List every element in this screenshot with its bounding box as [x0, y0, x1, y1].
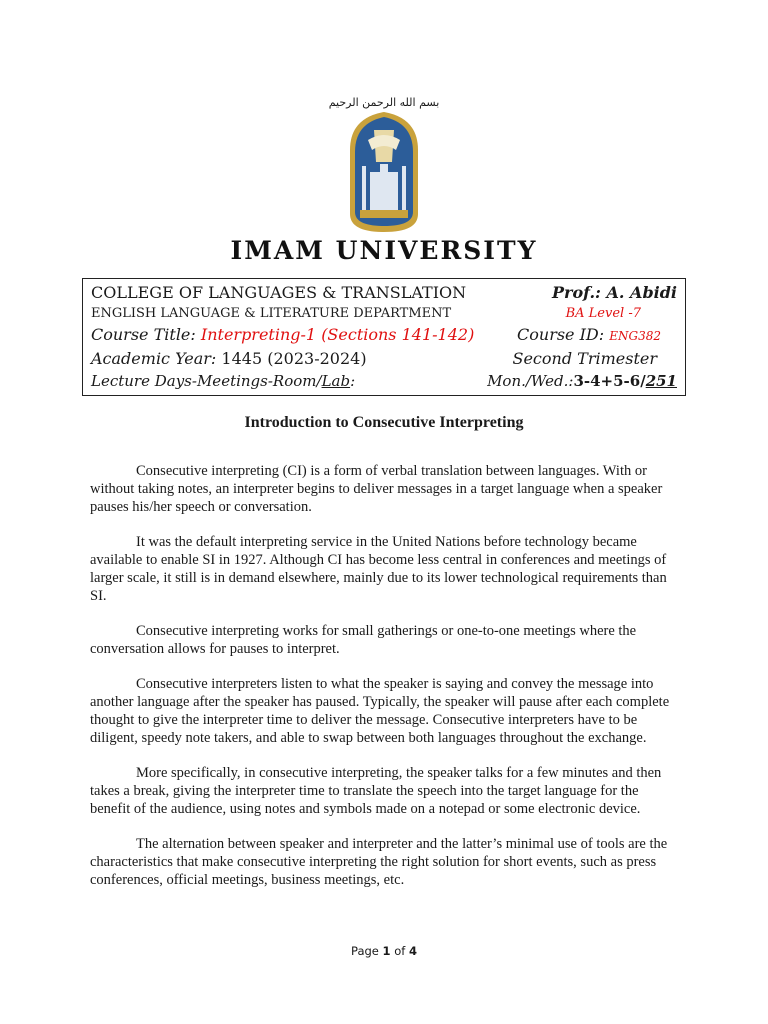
page-word: Page [351, 944, 379, 958]
lecture-label-colon: : [350, 372, 356, 390]
days-value: 3-4+5-6/ [573, 372, 646, 390]
course-title-label: Course Title: [91, 325, 196, 344]
bismillah-text: بسم الله الرحمن الرحيم [328, 96, 440, 109]
course-id-value: ENG382 [609, 329, 661, 343]
paragraph: More specifically, in consecutive interpreting, the speaker talks for a few minutes and then takes a break, giving the interpreter time to translate the speech into the target language for the benefit of the audience, using notes and symbols made on a notepad or some electronic device. [90, 765, 662, 817]
paragraph: The alternation between speaker and interpreter and the latter’s minimal use of tools are the characteristics that make consecutive interpreting the right solution for short events, such as press conferences, official meetings, business meetings, etc. [90, 836, 668, 888]
lecture-label-lab: Lab [321, 372, 351, 390]
university-emblem-icon [346, 110, 422, 234]
lecture-row [91, 372, 677, 390]
days-label: Mon./Wed.: [487, 372, 574, 390]
paragraph: Consecutive interpreting (CI) is a form of verbal translation between languages. With or without taking notes, an interpreter begins to deliver messages in a target language when a speaker pauses his/her speech or conversation. [90, 463, 663, 515]
current-page: 1 [382, 944, 391, 958]
academic-year-label: Academic Year: [91, 349, 217, 368]
room-number: 251 [645, 372, 677, 390]
page-footer [0, 944, 768, 958]
college-name: COLLEGE OF LANGUAGES & TRANSLATION [91, 283, 467, 302]
total-pages: 4 [408, 944, 417, 958]
academic-year-row [91, 349, 677, 368]
academic-year-value: 1445 (2023-2024) [221, 349, 367, 368]
document-title: Introduction to Consecutive Interpreting [244, 414, 524, 431]
college-row [91, 283, 677, 302]
course-title-row [91, 325, 677, 344]
course-title-value: Interpreting-1 (Sections 141-142) [200, 325, 475, 344]
document-body [90, 462, 680, 906]
trimester: Second Trimester [512, 349, 657, 368]
paragraph: Consecutive interpreting works for small gatherings or one-to-one meetings where the conversation allows for pauses to interpret. [90, 623, 637, 657]
of-word: of [394, 944, 406, 958]
university-title: IMAM UNIVERSITY [230, 236, 538, 265]
ba-level: BA Level -7 [565, 306, 641, 321]
paragraph: It was the default interpreting service in the United Nations before technology became available to enable SI in 1927. Although CI has become less central in conferences and meetings of larger scale, it still is in demand elsewhere, mainly due to its lower technological requirements than SI. [90, 534, 667, 604]
course-id-label: Course ID: [517, 325, 605, 344]
lecture-label: Lecture Days-Meetings-Room/ [91, 372, 322, 390]
department-row [91, 306, 677, 321]
course-info-box [82, 278, 686, 396]
department-name: ENGLISH LANGUAGE & LITERATURE DEPARTMENT [91, 306, 452, 321]
professor-name: Prof.: A. Abidi [552, 283, 677, 302]
paragraph: Consecutive interpreters listen to what the speaker is saying and convey the message into another language after the speaker has paused. Typically, the speaker will pause after each complete thought to give the interpreter time to deliver the message. Consecutive interpreters have to be diligent, speedy note takers, and able to swap between both languages throughout the exchange. [90, 676, 670, 746]
